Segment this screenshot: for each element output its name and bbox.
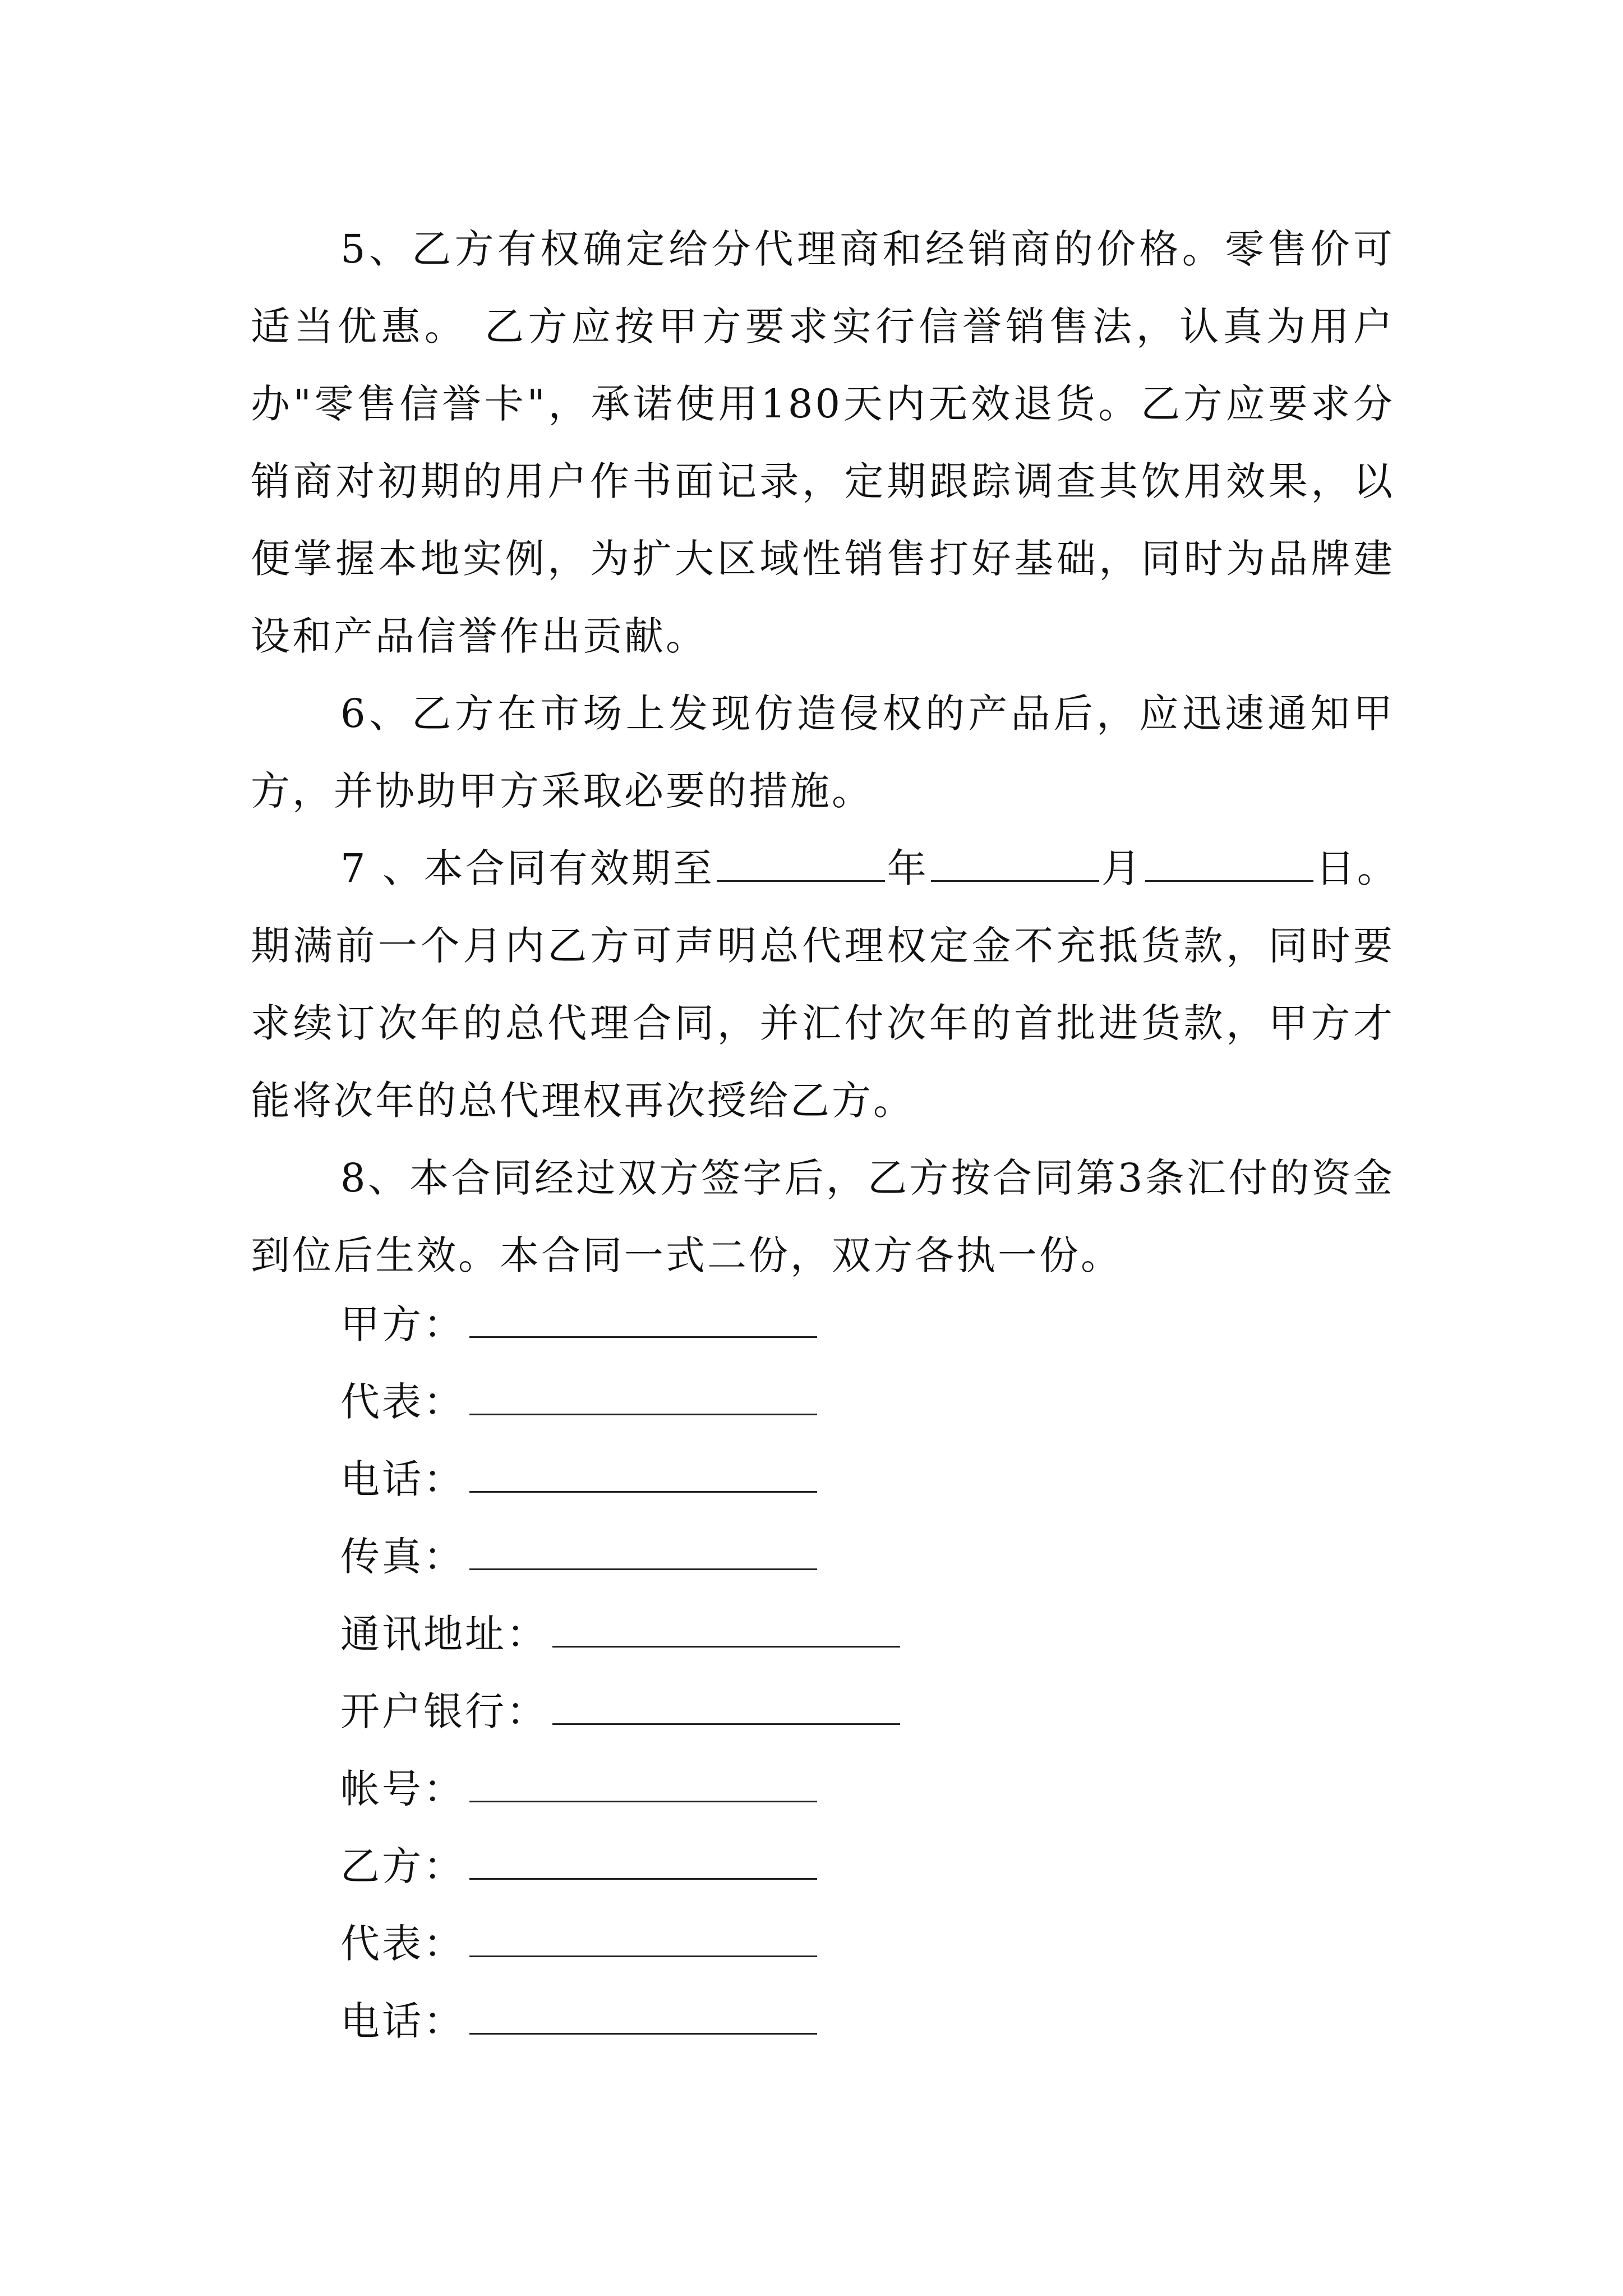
field-address-a bbox=[340, 1595, 900, 1673]
field-phone-b bbox=[340, 1982, 900, 2060]
field-label: 帐号： bbox=[340, 1766, 465, 1812]
clause-6: 6、乙方在市场上发现仿造侵权的产品后，应迅速通知甲方，并协助甲方采取必要的措施。 bbox=[251, 691, 1395, 814]
year-label: 年 bbox=[887, 845, 929, 891]
field-label: 代表： bbox=[340, 1921, 465, 1967]
field-label: 甲方： bbox=[340, 1301, 465, 1347]
field-blank[interactable] bbox=[469, 1999, 817, 2035]
field-party-a bbox=[340, 1286, 900, 1363]
field-fax-a bbox=[340, 1518, 900, 1595]
day-blank[interactable] bbox=[1145, 841, 1313, 882]
year-blank[interactable] bbox=[717, 841, 885, 882]
clause-7-term-line bbox=[251, 830, 1399, 907]
field-representative-b bbox=[340, 1905, 900, 1982]
clause-7-prefix: 7 、本合同有效期至 bbox=[340, 845, 714, 891]
clause-8: 8、本合同经过双方签字后，乙方按合同第3条汇付的资金到位后生效。本合同一式二份，双方各执一份。 bbox=[251, 1155, 1395, 1278]
signature-fields bbox=[340, 1286, 900, 2060]
field-blank[interactable] bbox=[469, 1303, 817, 1338]
field-blank[interactable] bbox=[469, 1457, 817, 1493]
field-label: 开户银行： bbox=[340, 1688, 548, 1734]
contract-body bbox=[251, 210, 1399, 1294]
field-label: 代表： bbox=[340, 1379, 465, 1425]
field-label: 电话： bbox=[340, 1998, 465, 2044]
field-bank-a bbox=[340, 1673, 900, 1750]
field-phone-a bbox=[340, 1441, 900, 1518]
month-blank[interactable] bbox=[931, 841, 1099, 882]
field-blank[interactable] bbox=[469, 1767, 817, 1802]
field-blank[interactable] bbox=[469, 1844, 817, 1880]
field-blank[interactable] bbox=[552, 1690, 900, 1725]
field-blank[interactable] bbox=[469, 1922, 817, 1957]
field-account-a bbox=[340, 1750, 900, 1828]
field-label: 乙方： bbox=[340, 1843, 465, 1889]
field-blank[interactable] bbox=[469, 1380, 817, 1415]
month-label: 月 bbox=[1101, 845, 1143, 891]
clause-7-rest: 期满前一个月内乙方可声明总代理权定金不充抵货款，同时要求续订次年的总代理合同，并汇付次年的首批进货款，甲方才能将次年的总代理权再次授给乙方。 bbox=[251, 923, 1395, 1124]
field-label: 电话： bbox=[340, 1456, 465, 1502]
field-representative-a bbox=[340, 1363, 900, 1441]
day-label: 日。 bbox=[1315, 845, 1399, 891]
clause-5: 5、乙方有权确定给分代理商和经销商的价格。零售价可适当优惠。 乙方应按甲方要求实行信誉销售法，认真为用户办"零售信誉卡"，承诺使用180天内无效退货。乙方应要求分销商对初期的用户作书面记录，定期跟踪调查其饮用效果，以便掌握本地实例，为扩大区域性销售打好基础，同时为品牌建设和产品信誉作出贡献。 bbox=[251, 226, 1395, 659]
field-label: 通讯地址： bbox=[340, 1611, 548, 1657]
field-party-b bbox=[340, 1828, 900, 1905]
field-blank[interactable] bbox=[469, 1535, 817, 1570]
field-label: 传真： bbox=[340, 1534, 465, 1580]
field-blank[interactable] bbox=[552, 1612, 900, 1648]
